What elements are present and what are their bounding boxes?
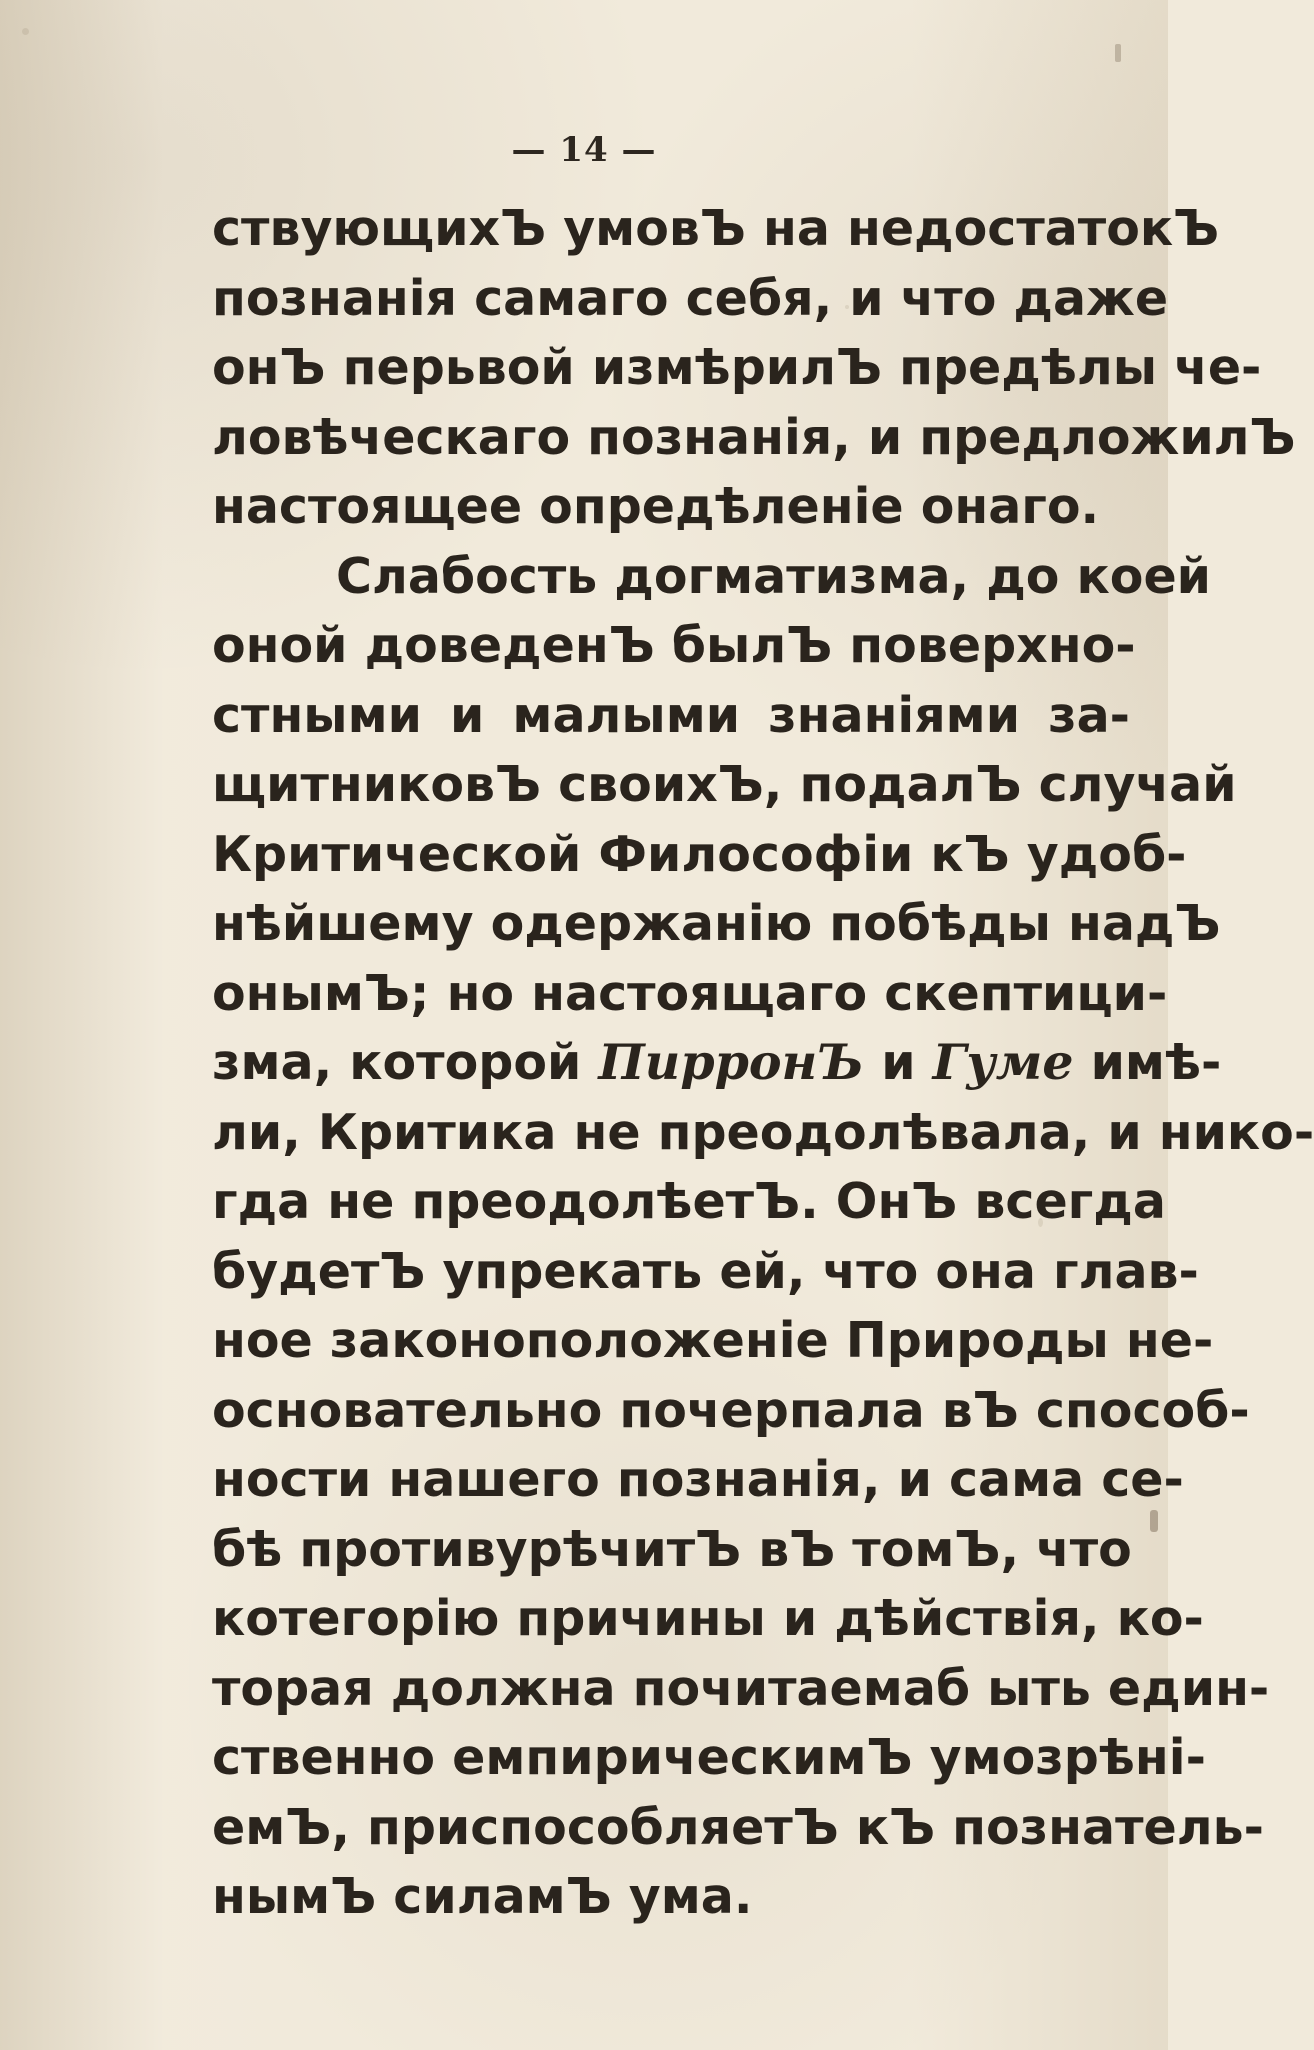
name-pyrrho: ПирронЪ	[598, 1033, 865, 1091]
page-number: — 14 —	[511, 130, 657, 170]
text-line: котегорію причины и дѣйствія, ко-	[212, 1590, 1204, 1647]
text-line: емЪ, приспособляетЪ кЪ познатель-	[212, 1798, 1264, 1856]
paragraph-start-line: Слабость догматизма, до коей	[336, 547, 1212, 605]
text-line: онЪ перьвой измѣрилЪ предѣлы че-	[212, 339, 1262, 396]
paper-stain	[1115, 44, 1121, 62]
text-line: нымЪ силамЪ ума.	[212, 1868, 753, 1925]
text-line: Критической Философіи кЪ удоб-	[212, 825, 1187, 883]
text-line: будетЪ упрекать ей, что она глав-	[212, 1242, 1199, 1300]
name-hume: Гуме	[932, 1033, 1074, 1091]
text-line: торая должна почитаемаб ыть един-	[212, 1659, 1270, 1717]
text-line: настоящее опредѣленіе онаго.	[212, 478, 1100, 535]
text-line: онымЪ; но настоящаго скептици-	[212, 964, 1168, 1022]
text-line: нѣйшему одержанію побѣды надЪ	[212, 895, 1221, 952]
text-segment: зма, которой	[212, 1034, 582, 1091]
text-line: стными и малыми знаніями за-	[212, 686, 1130, 744]
text-line: познанія самаго себя, и что даже	[212, 269, 1169, 327]
paper-stain	[22, 28, 29, 35]
text-segment: имѣ-	[1090, 1034, 1222, 1091]
text-segment: и	[881, 1034, 916, 1091]
text-line: щитниковЪ своихЪ, подалЪ случай	[212, 756, 1237, 813]
body-text	[212, 194, 1314, 1932]
text-line: ловѣческаго познанія, и предложилЪ	[212, 408, 1296, 466]
text-line: ственно емпирическимЪ умозрѣні-	[212, 1729, 1206, 1786]
text-line: ное законоположеніе Природы не-	[212, 1312, 1214, 1369]
text-line: оной доведенЪ былЪ поверхно-	[212, 617, 1136, 674]
text-line: ности нашего познанія, и сама се-	[212, 1451, 1184, 1508]
text-line: ствующихЪ умовЪ на недостатокЪ	[212, 200, 1220, 257]
text-line-with-names	[212, 1028, 1222, 1098]
text-line: бѣ противурѣчитЪ вЪ томЪ, что	[212, 1520, 1132, 1578]
paper-stain	[1150, 1510, 1158, 1532]
text-line: ли, Критика не преодолѣвала, и нико-	[212, 1103, 1314, 1161]
text-line: основательно почерпала вЪ способ-	[212, 1381, 1250, 1439]
text-line: гда не преодолѣетЪ. ОнЪ всегда	[212, 1173, 1166, 1230]
